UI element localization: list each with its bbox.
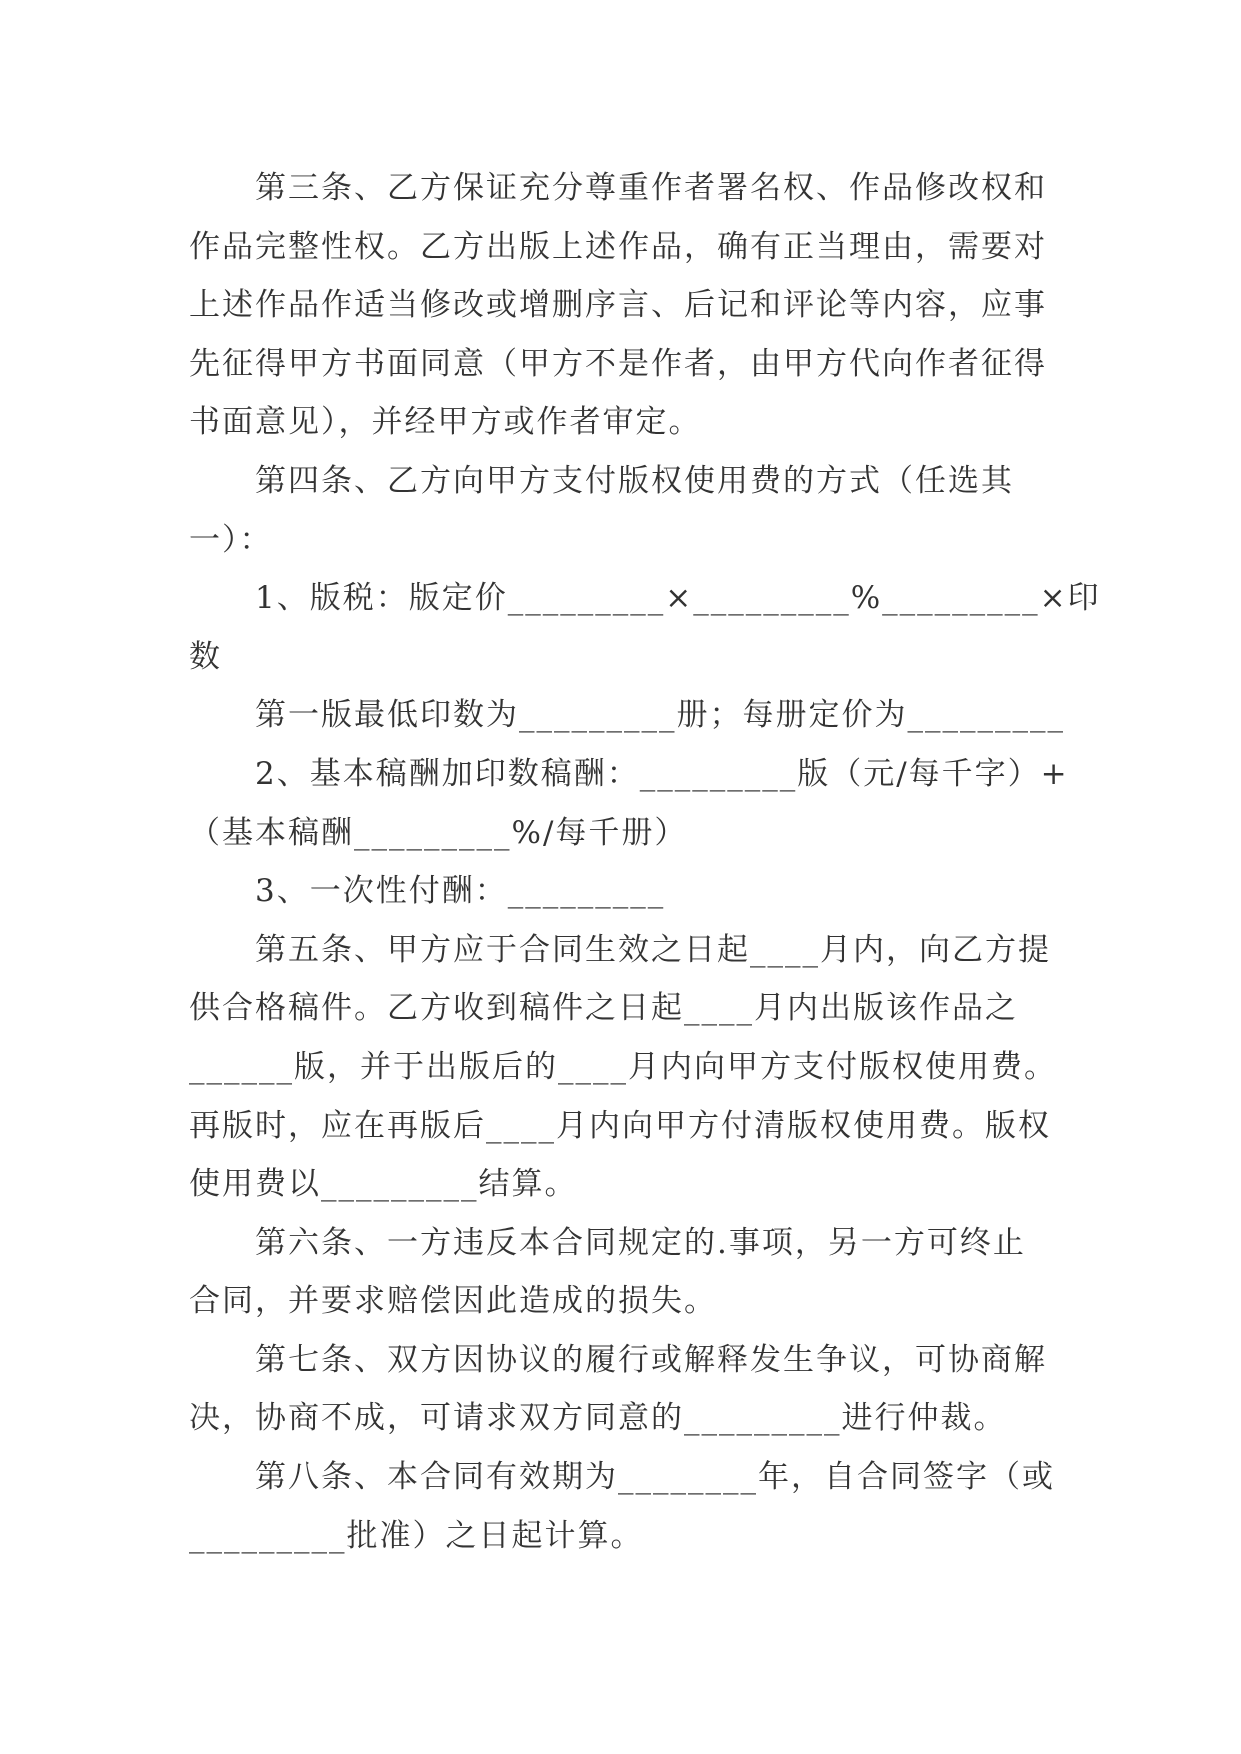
document-body — [189, 159, 1101, 1565]
text-line: 第七条、双方因协议的履行或解释发生争议，可协商解 — [255, 1341, 1047, 1378]
text-line: 第六条、一方违反本合同规定的.事项，另一方可终止 — [255, 1224, 1026, 1261]
text-line: 1、版税：版定价_________×_________%_________×印 — [255, 580, 1101, 617]
text-line: 决，协商不成，可请求双方同意的_________进行仲裁。 — [189, 1400, 1007, 1437]
text-line: _________批准）之日起计算。 — [189, 1517, 644, 1554]
text-line: 合同，并要求赔偿因此造成的损失。 — [189, 1283, 717, 1320]
text-line: 一）： — [189, 521, 273, 558]
text-line: 使用费以_________结算。 — [189, 1166, 578, 1203]
text-line: 作品完整性权。乙方出版上述作品，确有正当理由，需要对 — [189, 228, 1047, 265]
text-line: 第八条、本合同有效期为________年，自合同签字（或 — [255, 1459, 1055, 1496]
text-line: 3、一次性付酬：_________ — [255, 873, 666, 910]
text-line: 第五条、甲方应于合同生效之日起____月内，向乙方提 — [255, 931, 1051, 968]
text-line: 第一版最低印数为_________册；每册定价为_________ — [255, 697, 1065, 734]
text-line: （基本稿酬_________%/每千册） — [189, 814, 688, 851]
text-line: 2、基本稿酬加印数稿酬：_________版（元/每千字）+ — [255, 755, 1069, 792]
text-line: 供合格稿件。乙方收到稿件之日起____月内出版该作品之 — [189, 990, 1018, 1027]
text-line: 再版时，应在再版后____月内向甲方付清版权使用费。版权 — [189, 1107, 1051, 1144]
text-line: 第四条、乙方向甲方支付版权使用费的方式（任选其 — [255, 462, 1014, 499]
text-line: 先征得甲方书面同意（甲方不是作者，由甲方代向作者征得 — [189, 345, 1047, 382]
text-line: 数 — [189, 638, 222, 675]
text-line: 上述作品作适当修改或增删序言、后记和评论等内容，应事 — [189, 287, 1047, 324]
text-line: 书面意见），并经甲方或作者审定。 — [189, 404, 702, 441]
text-line: ______版，并于出版后的____月内向甲方支付版权使用费。 — [189, 1048, 1057, 1085]
text-line: 第三条、乙方保证充分尊重作者署名权、作品修改权和 — [255, 170, 1047, 206]
